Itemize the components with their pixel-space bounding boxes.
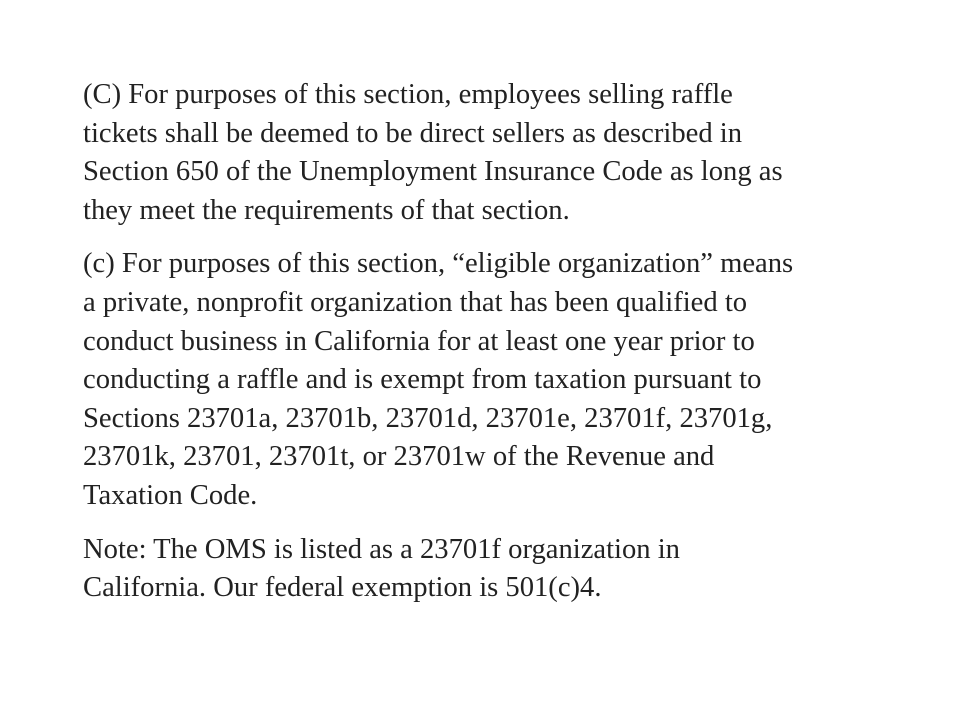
text-line: a private, nonprofit organization that has been qualified to bbox=[83, 286, 748, 318]
text-line: Sections 23701a, 23701b, 23701d, 23701e, 23701f, 23701g, bbox=[83, 402, 773, 434]
text-line: Note: The OMS is listed as a 23701f organization in bbox=[83, 533, 680, 565]
text-line: (C) For purposes of this section, employees selling raffle bbox=[83, 79, 733, 110]
text-line: conducting a raffle and is exempt from taxation pursuant to bbox=[83, 364, 762, 396]
text-line: tickets shall be deemed to be direct sellers as described in bbox=[83, 117, 743, 149]
paragraph-employees-raffle-sellers bbox=[83, 76, 883, 230]
text-line: California. Our federal exemption is 501(c)4. bbox=[83, 572, 602, 604]
text-line: Taxation Code. bbox=[83, 479, 258, 511]
paragraph-oms-note bbox=[83, 531, 883, 608]
text-line: Section 650 of the Unemployment Insurance Code as long as bbox=[83, 156, 783, 188]
text-line: (c) For purposes of this section, “eligible organization” means bbox=[83, 248, 794, 280]
text-line: 23701k, 23701, 23701t, or 23701w of the Revenue and bbox=[83, 441, 715, 473]
slide-body bbox=[83, 76, 883, 623]
paragraph-eligible-organization bbox=[83, 245, 883, 515]
text-line: they meet the requirements of that section. bbox=[83, 194, 570, 226]
text-line: conduct business in California for at least one year prior to bbox=[83, 325, 755, 357]
